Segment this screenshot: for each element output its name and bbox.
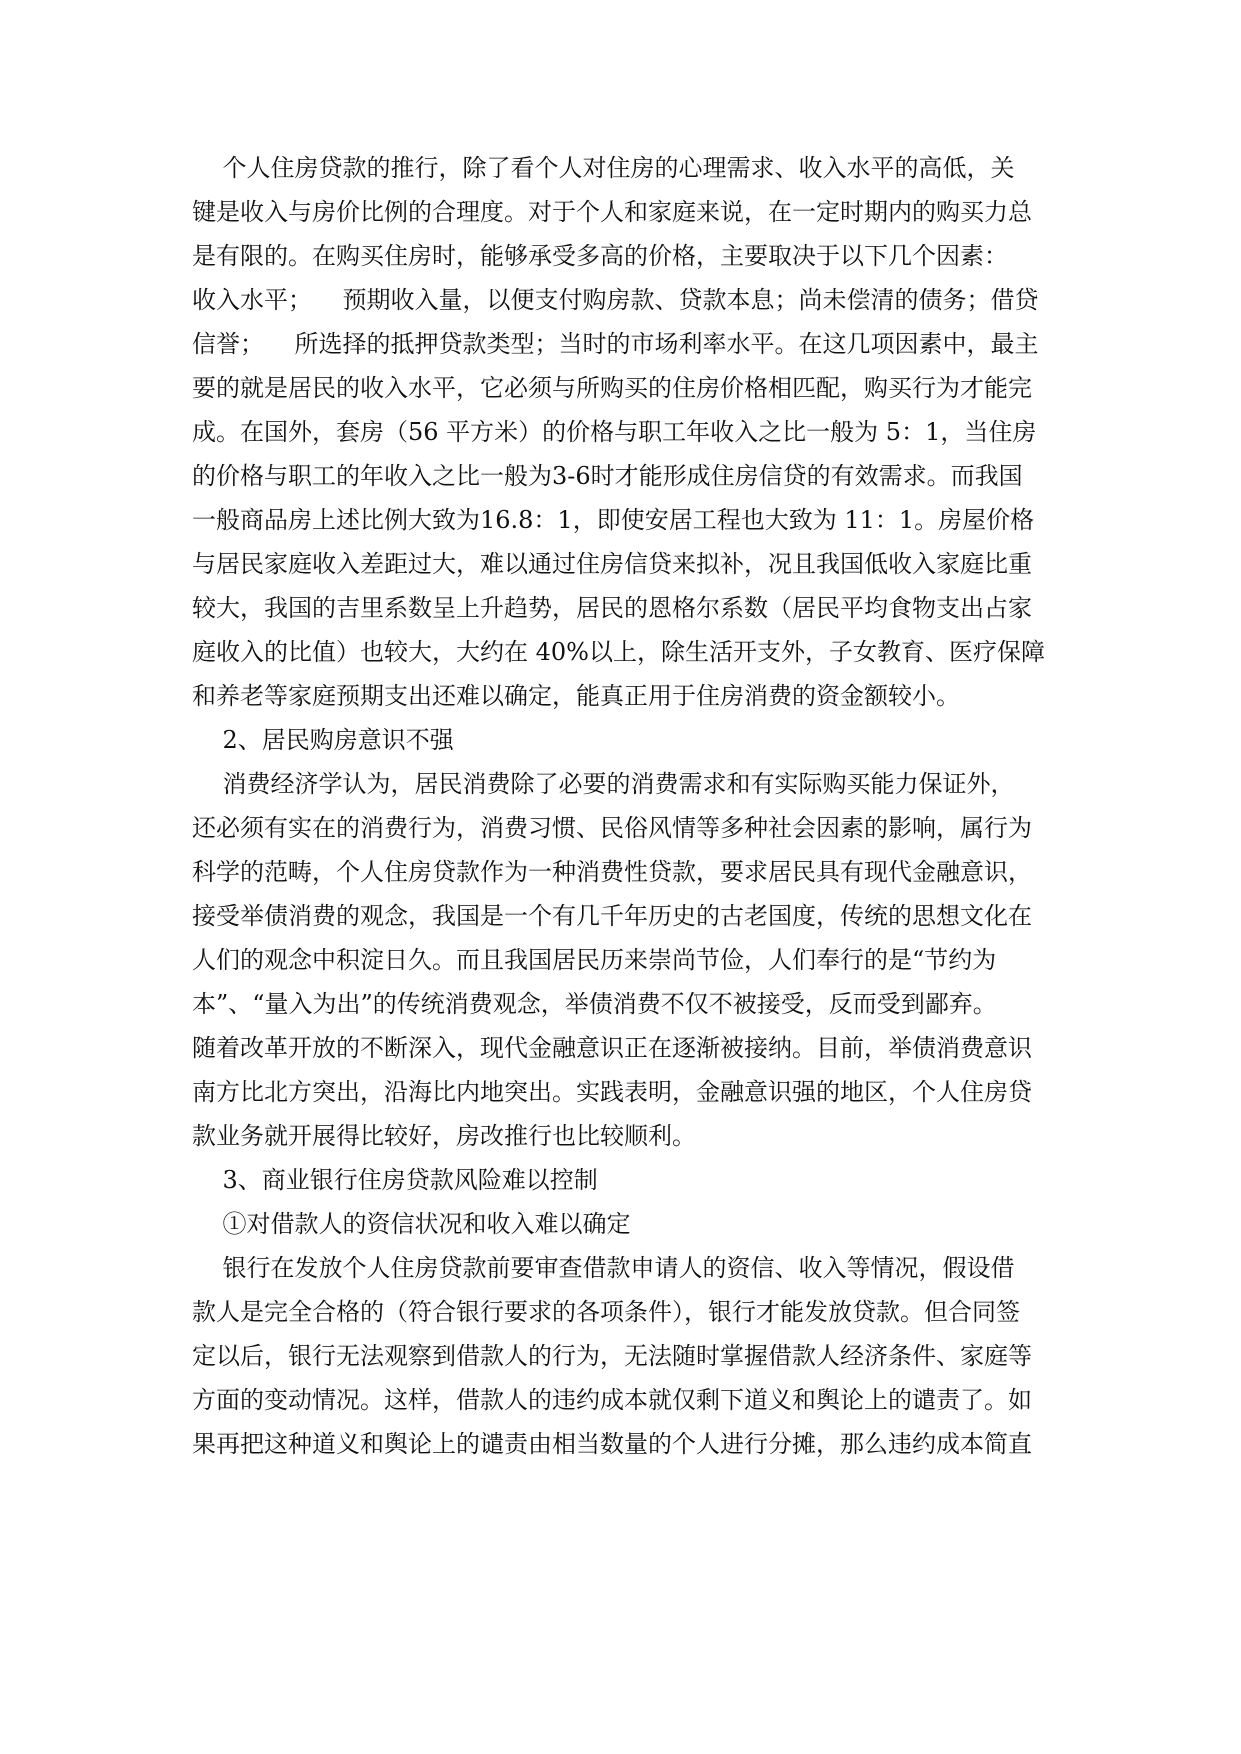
text-line: 科学的范畴，个人住房贷款作为一种消费性贷款，要求居民具有现代金融意识， xyxy=(192,858,1032,886)
text-line: 一般商品房上述比例大致为16.8：1，即使安居工程也大致为 11：1。房屋价格 xyxy=(192,506,1035,534)
text-line: 键是收入与房价比例的合理度。对于个人和家庭来说，在一定时期内的购买力总 xyxy=(192,198,1032,226)
text-line: 较大，我国的吉里系数呈上升趋势，居民的恩格尔系数（居民平均食物支出占家 xyxy=(192,594,1032,622)
text-line: 是有限的。在购买住房时，能够承受多高的价格，主要取决于以下几个因素： xyxy=(192,242,1008,270)
text-line: 银行在发放个人住房贷款前要审查借款申请人的资信、收入等情况，假设借 xyxy=(192,1254,1015,1282)
text-line: 本”、“量入为出”的传统消费观念，举债消费不仅不被接受，反而受到鄙弃。 xyxy=(192,990,997,1018)
text-line: 还必须有实在的消费行为，消费习惯、民俗风情等多种社会因素的影响，属行为 xyxy=(192,814,1032,842)
text-line: 定以后，银行无法观察到借款人的行为，无法随时掌握借款人经济条件、家庭等 xyxy=(192,1342,1032,1370)
subsection-heading: ①对借款人的资信状况和收入难以确定 xyxy=(192,1210,631,1238)
text-line: 个人住房贷款的推行，除了看个人对住房的心理需求、收入水平的高低，关 xyxy=(192,154,1015,182)
text-line: 信誉； 所选择的抵押贷款类型；当时的市场利率水平。在这几项因素中，最主 xyxy=(192,330,1039,358)
section-heading: 2、居民购房意识不强 xyxy=(192,726,454,754)
text-line: 收入水平； 预期收入量，以便支付购房款、贷款本息；尚未偿清的债务；借贷 xyxy=(192,286,1039,314)
text-line: 方面的变动情况。这样，借款人的违约成本就仅剩下道义和舆论上的谴责了。如 xyxy=(192,1386,1032,1414)
text-line: 随着改革开放的不断深入，现代金融意识正在逐渐被接纳。目前，举债消费意识 xyxy=(192,1034,1032,1062)
text-line: 成。在国外，套房（56 平方米）的价格与职工年收入之比一般为 5：1，当住房 xyxy=(192,418,1037,446)
text-line: 款人是完全合格的（符合银行要求的各项条件），银行才能发放贷款。但合同签 xyxy=(192,1298,1020,1326)
text-line: 的价格与职工的年收入之比一般为3-6时才能形成住房信贷的有效需求。而我国 xyxy=(192,462,1023,490)
text-line: 果再把这种道义和舆论上的谴责由相当数量的个人进行分摊，那么违约成本简直 xyxy=(192,1430,1032,1458)
text-line: 消费经济学认为，居民消费除了必要的消费需求和有实际购买能力保证外， xyxy=(192,770,1015,798)
text-line: 与居民家庭收入差距过大，难以通过住房信贷来拟补，况且我国低收入家庭比重 xyxy=(192,550,1032,578)
text-line: 庭收入的比值）也较大，大约在 40%以上，除生活开支外，子女教育、医疗保障 xyxy=(192,638,1045,666)
text-line: 接受举债消费的观念，我国是一个有几千年历史的古老国度，传统的思想文化在 xyxy=(192,902,1032,930)
section-heading: 3、商业银行住房贷款风险难以控制 xyxy=(192,1166,598,1194)
document-body xyxy=(192,146,1052,1466)
text-line: 和养老等家庭预期支出还难以确定，能真正用于住房消费的资金额较小。 xyxy=(192,682,960,710)
text-line: 南方比北方突出，沿海比内地突出。实践表明，金融意识强的地区，个人住房贷 xyxy=(192,1078,1032,1106)
text-line: 要的就是居民的收入水平，它必须与所购买的住房价格相匹配，购买行为才能完 xyxy=(192,374,1032,402)
text-line: 人们的观念中积淀日久。而且我国居民历来崇尚节俭，人们奉行的是“节约为 xyxy=(192,946,997,974)
text-line: 款业务就开展得比较好，房改推行也比较顺利。 xyxy=(192,1122,696,1150)
